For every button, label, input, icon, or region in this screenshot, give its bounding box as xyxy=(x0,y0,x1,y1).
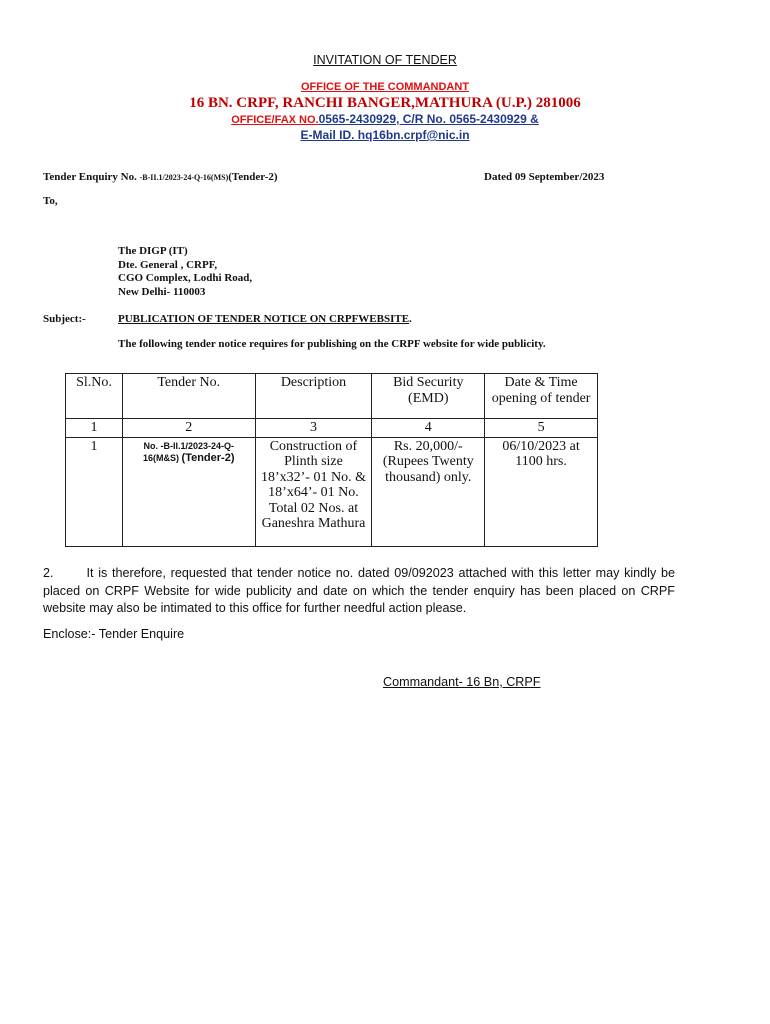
header-cell: Sl.No. xyxy=(66,374,123,419)
subject-intro: The following tender notice requires for publishing on the CRPF website for wide publicity. xyxy=(118,338,546,350)
column-number: 4 xyxy=(372,419,485,438)
fax-label: OFFICE/FAX NO. xyxy=(231,114,319,126)
column-number-row xyxy=(66,419,598,438)
enquiry-suffix: (Tender-2) xyxy=(228,171,278,183)
tender-no-suffix: (Tender-2) xyxy=(181,451,235,464)
enquiry-line xyxy=(43,171,278,183)
cell-opening: 06/10/2023 at 1100 hrs. xyxy=(485,437,598,546)
header-cell: Bid Security (EMD) xyxy=(372,374,485,419)
column-number: 1 xyxy=(66,419,123,438)
cell-bid-security: Rs. 20,000/- (Rupees Twenty thousand) only. xyxy=(372,437,485,546)
cell-description: Construction of Plinth size 18’x32’- 01 No. & 18’x64’- 01 No. Total 02 Nos. at Ganeshra Mathura xyxy=(255,437,372,546)
page-heading: INVITATION OF TENDER xyxy=(313,53,457,67)
tender-no-text: No. -B-II.1/2023-24-Q-16(M&S) xyxy=(143,440,235,463)
column-number: 5 xyxy=(485,419,598,438)
subject-period: . xyxy=(409,313,412,325)
para-text: It is therefore, requested that tender notice no. dated 09/092023 attached with this letter may kindly be placed on CRPF Website for wide publicity and date on which the tender enquiry has been placed on CRPF website may also be intimated to this office for further needful action please. xyxy=(43,566,675,615)
enclosure: Enclose:- Tender Enquire xyxy=(43,627,185,641)
para-number: 2. xyxy=(43,566,54,580)
table-row xyxy=(66,437,598,546)
address-block xyxy=(118,245,252,299)
address-line: The DIGP (IT) xyxy=(118,245,188,257)
to-label: To, xyxy=(43,195,58,207)
header-cell: Date & Time opening of tender xyxy=(485,374,598,419)
tender-table xyxy=(65,373,598,547)
paragraph-2 xyxy=(43,565,675,618)
fax-numbers: 0565-2430929, C/R No. 0565-2430929 & xyxy=(318,112,539,126)
column-number: 2 xyxy=(122,419,255,438)
enquiry-label: Tender Enquiry No. xyxy=(43,171,137,183)
subject-line xyxy=(118,313,412,325)
subject-text: PUBLICATION OF TENDER NOTICE ON CRPFWEBSITE xyxy=(118,313,410,325)
cell-sl: 1 xyxy=(66,437,123,546)
enquiry-number: -B-II.1/2023-24-Q-16(MS) xyxy=(139,173,229,182)
address-line: Dte. General , CRPF, xyxy=(118,258,218,271)
dated: Dated 09 September/2023 xyxy=(484,171,605,183)
cell-tender-no xyxy=(122,437,255,546)
column-number: 3 xyxy=(255,419,372,438)
header-cell: Tender No. xyxy=(122,374,255,419)
header-cell: Description xyxy=(255,374,372,419)
fax-line xyxy=(0,112,770,126)
subject-label: Subject:- xyxy=(43,313,86,325)
address-line: CGO Complex, Lodhi Road, xyxy=(118,272,253,284)
signature: Commandant- 16 Bn, CRPF xyxy=(383,675,541,689)
email-line[interactable]: E-Mail ID. hq16bn.crpf@nic.in xyxy=(300,128,470,142)
unit-address: 16 BN. CRPF, RANCHI BANGER,MATHURA (U.P.) 281006 xyxy=(189,95,581,111)
table-header-row xyxy=(66,374,598,419)
address-line: New Delhi- 110003 xyxy=(118,285,206,298)
office-title: OFFICE OF THE COMMANDANT xyxy=(300,81,470,93)
